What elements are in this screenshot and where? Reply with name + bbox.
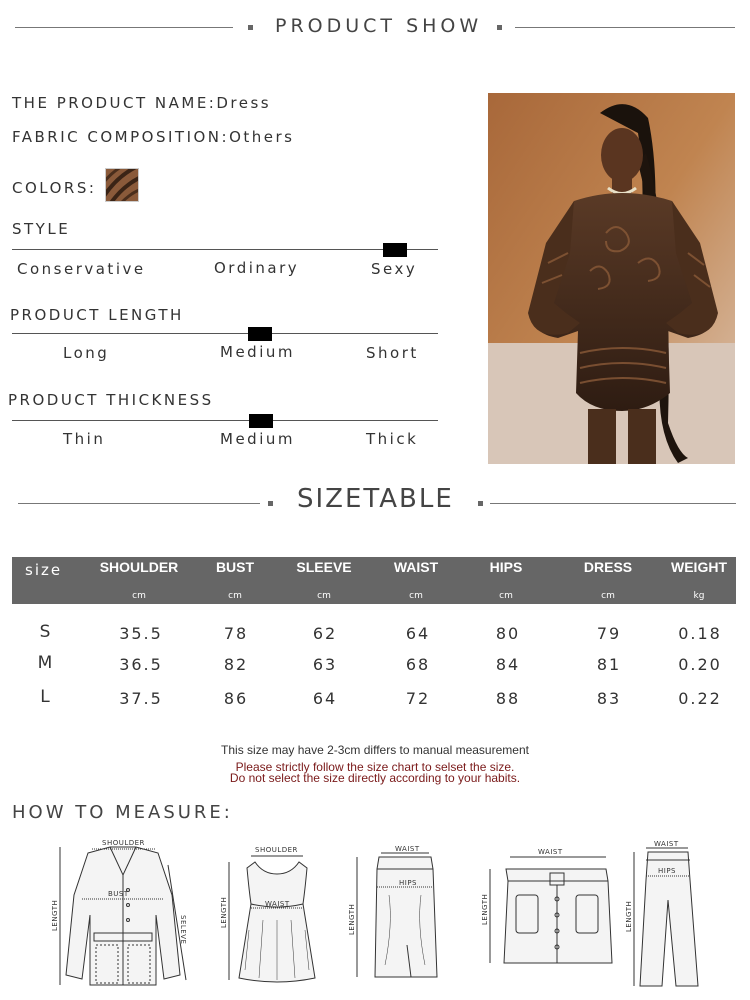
style-option-ordinary: Ordinary (214, 259, 300, 277)
thickness-scale-marker (249, 414, 273, 428)
col-header-dress: DRESS (583, 559, 633, 575)
product-photo (488, 93, 735, 464)
cell-waist: 64 (405, 624, 431, 643)
row-size: S (39, 622, 51, 642)
sizetable-rule-right (490, 503, 736, 504)
col-unit-weight: kg (693, 591, 705, 601)
label-shoulder: SHOULDER (102, 839, 145, 847)
col-unit-sleeve: cm (317, 591, 331, 601)
note-follow-chart: Please strictly follow the size chart to selset the size. (235, 760, 515, 774)
sizetable-rule-left (18, 503, 260, 504)
fabric-composition (12, 128, 294, 146)
col-unit-waist: cm (409, 591, 423, 601)
col-header-shoulder: SHOULDER (99, 559, 179, 575)
fabric-value: Others (229, 128, 295, 146)
col-header-bust: BUST (215, 559, 255, 575)
header-rule-left (15, 27, 233, 28)
label-waist: WAIST (654, 840, 679, 848)
length-option-long: Long (63, 344, 110, 362)
denim-skirt-measure-diagram (476, 845, 616, 975)
label-waist: WAIST (265, 900, 290, 908)
label-length: LENGTH (348, 903, 356, 935)
header-dot-left (248, 25, 253, 30)
cell-dress: 79 (596, 624, 622, 643)
thickness-option-thin: Thin (63, 430, 106, 448)
cell-dress: 81 (596, 655, 622, 674)
cell-weight: 0.22 (678, 689, 722, 708)
header-rule-right (515, 27, 735, 28)
length-option-medium: Medium (220, 343, 295, 361)
cell-hips: 84 (495, 655, 521, 674)
label-hips: HIPS (399, 879, 417, 887)
col-unit-hips: cm (499, 591, 513, 601)
cell-shoulder: 35.5 (119, 624, 163, 643)
cell-bust: 86 (223, 689, 249, 708)
thickness-scale-line (12, 420, 438, 421)
style-option-conservative: Conservative (17, 260, 146, 278)
cell-hips: 88 (495, 689, 521, 708)
size-column-header: size (25, 561, 63, 579)
row-size: L (40, 687, 50, 707)
product-name (12, 94, 271, 112)
label-length: LENGTH (220, 896, 228, 928)
skirt-measure-diagram (345, 845, 445, 985)
header-dot-right (497, 25, 502, 30)
cell-bust: 78 (223, 624, 249, 643)
cell-dress: 83 (596, 689, 622, 708)
cell-hips: 80 (495, 624, 521, 643)
label-bust: BUST (108, 890, 129, 898)
label-shoulder: SHOULDER (255, 846, 298, 854)
label-hips: HIPS (658, 867, 676, 875)
label-length: LENGTH (625, 900, 633, 932)
length-scale-marker (248, 327, 272, 341)
note-habits: Do not select the size directly according to your habits. (229, 771, 521, 785)
fabric-label: FABRIC COMPOSITION: (12, 128, 230, 146)
col-header-weight: WEIGHT (671, 559, 727, 575)
cell-waist: 72 (405, 689, 431, 708)
sizetable-dot-left (268, 501, 273, 506)
cell-shoulder: 37.5 (119, 689, 163, 708)
col-header-sleeve: SLEEVE (296, 559, 352, 575)
col-header-waist: WAIST (393, 559, 439, 575)
product-show-title: PRODUCT SHOW (275, 15, 483, 37)
color-swatch-brown[interactable] (105, 168, 139, 202)
cell-bust: 82 (223, 655, 249, 674)
sizetable-title: SIZETABLE (297, 484, 454, 514)
note-measurement: This size may have 2-3cm differs to manual measurement (221, 743, 529, 757)
sizetable-dot-right (478, 501, 483, 506)
style-label: STYLE (12, 220, 71, 238)
row-size: M (37, 653, 53, 673)
col-header-hips: HIPS (489, 559, 523, 575)
pants-measure-diagram (622, 840, 712, 995)
cell-sleeve: 63 (312, 655, 338, 674)
style-scale-marker (383, 243, 407, 257)
cell-sleeve: 64 (312, 689, 338, 708)
colors-label: COLORS: (12, 179, 97, 197)
how-to-measure-title: HOW TO MEASURE: (12, 802, 233, 823)
style-scale-line (12, 249, 438, 250)
style-option-sexy: Sexy (371, 260, 418, 278)
col-unit-bust: cm (228, 591, 242, 601)
cell-weight: 0.20 (678, 655, 722, 674)
col-unit-dress: cm (601, 591, 615, 601)
product-name-label: THE PRODUCT NAME: (12, 94, 217, 112)
thickness-option-medium: Medium (220, 430, 295, 448)
label-sleeve: SELEVE (179, 915, 187, 945)
length-scale-line (12, 333, 438, 334)
label-waist: WAIST (395, 845, 420, 853)
length-option-short: Short (366, 344, 419, 362)
thickness-label: PRODUCT THICKNESS (8, 391, 214, 409)
cell-weight: 0.18 (678, 624, 722, 643)
label-waist: WAIST (538, 848, 563, 856)
cell-sleeve: 62 (312, 624, 338, 643)
cell-waist: 68 (405, 655, 431, 674)
dress-measure-diagram (215, 840, 330, 990)
label-length: LENGTH (481, 893, 489, 925)
col-unit-shoulder: cm (132, 591, 146, 601)
thickness-option-thick: Thick (366, 430, 419, 448)
jacket-measure-diagram (48, 835, 198, 990)
cell-shoulder: 36.5 (119, 655, 163, 674)
length-label: PRODUCT LENGTH (10, 306, 184, 324)
product-name-value: Dress (216, 94, 272, 112)
label-length: LENGTH (51, 899, 59, 931)
